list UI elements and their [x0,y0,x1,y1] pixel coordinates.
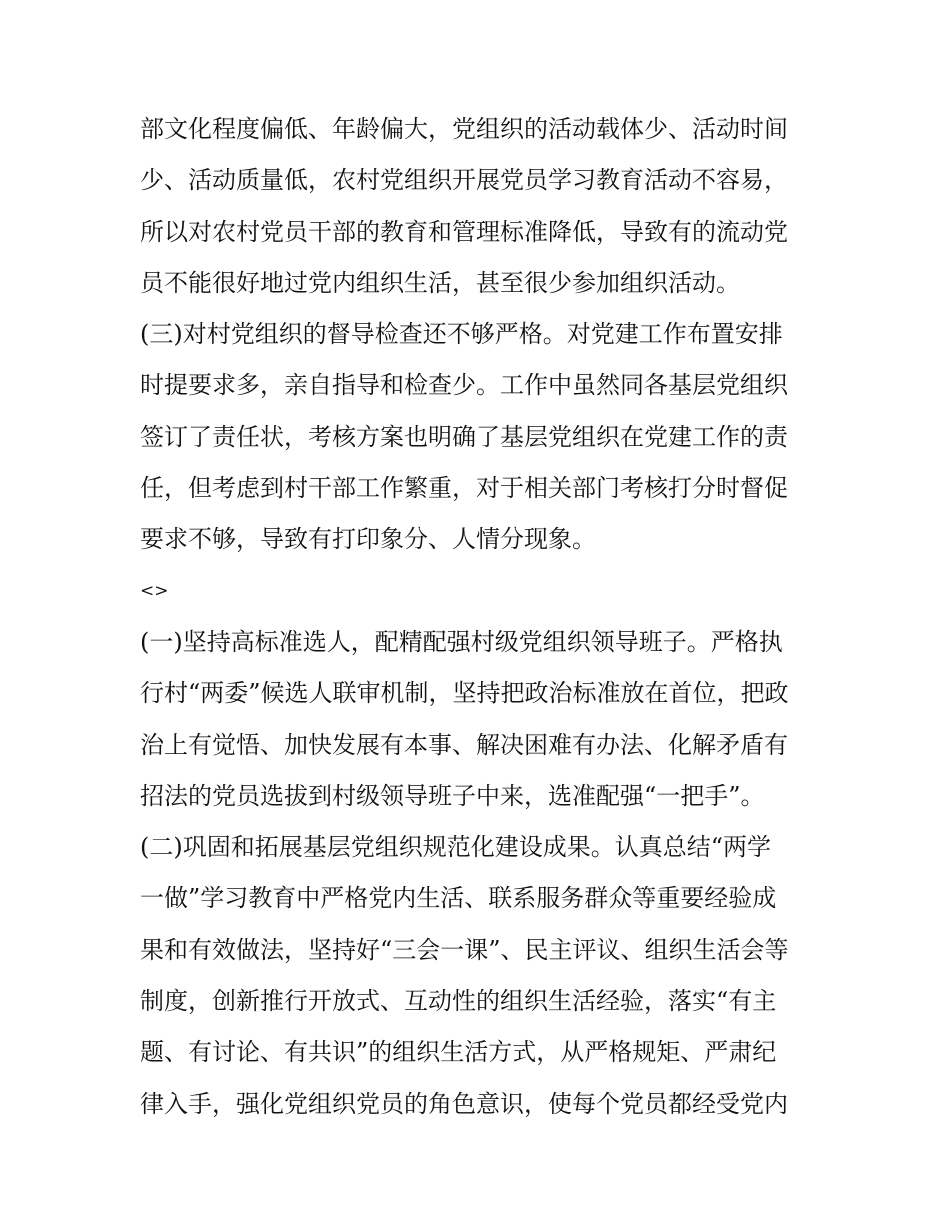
text-line: 任，但考虑到村干部工作繁重，对于相关部门考核打分时督促 [140,474,788,503]
section-heading-line: (二)巩固和拓展基层党组织规范化建设成果。认真总结“两学 [140,833,771,862]
text-line: 一做”学习教育中严格党内生活、联系服务群众等重要经验成 [140,884,777,913]
text-line: 部文化程度偏低、年龄偏大，党组织的活动载体少、活动时间 [140,115,788,143]
section-heading-line: (一)坚持高标准选人，配精配强村级党组织领导班子。严格执 [140,627,783,656]
text-line: 行村“两委”候选人联审机制，坚持把政治标准放在首位，把政 [140,679,789,708]
text-line: 果和有效做法，坚持好“三会一课”、民主评议、组织生活会等 [140,935,789,964]
text-line: 招法的党员选拔到村级领导班子中来，选准配强“一把手”。 [140,781,765,810]
text-line: 要求不够，导致有打印象分、人情分现象。 [140,525,596,554]
document-body [140,104,820,1130]
placeholder-marker: <> [140,580,169,601]
text-line: 题、有讨论、有共识”的组织生活方式，从严格规矩、严肃纪 [140,1038,777,1067]
text-line: 所以对农村党员干部的教育和管理标准降低，导致有的流动党 [140,217,788,246]
text-line: 律入手，强化党组织党员的角色意识，使每个党员都经受党内 [140,1089,788,1118]
section-heading-line: (三)对村党组织的督导检查还不够严格。对党建工作布置安排 [140,320,783,349]
text-line: 时提要求多，亲自指导和检查少。工作中虽然同各基层党组织 [140,371,788,400]
text-line: 治上有觉悟、加快发展有本事、解决困难有办法、化解矛盾有 [140,730,788,759]
text-line: 员不能很好地过党内组织生活，甚至很少参加组织活动。 [140,268,740,297]
text-line: 签订了责任状，考核方案也明确了基层党组织在党建工作的责 [140,422,788,451]
text-line: 制度，创新推行开放式、互动性的组织生活经验，落实“有主 [140,987,777,1016]
text-line: 少、活动质量低，农村党组织开展党员学习教育活动不容易， [140,166,788,195]
